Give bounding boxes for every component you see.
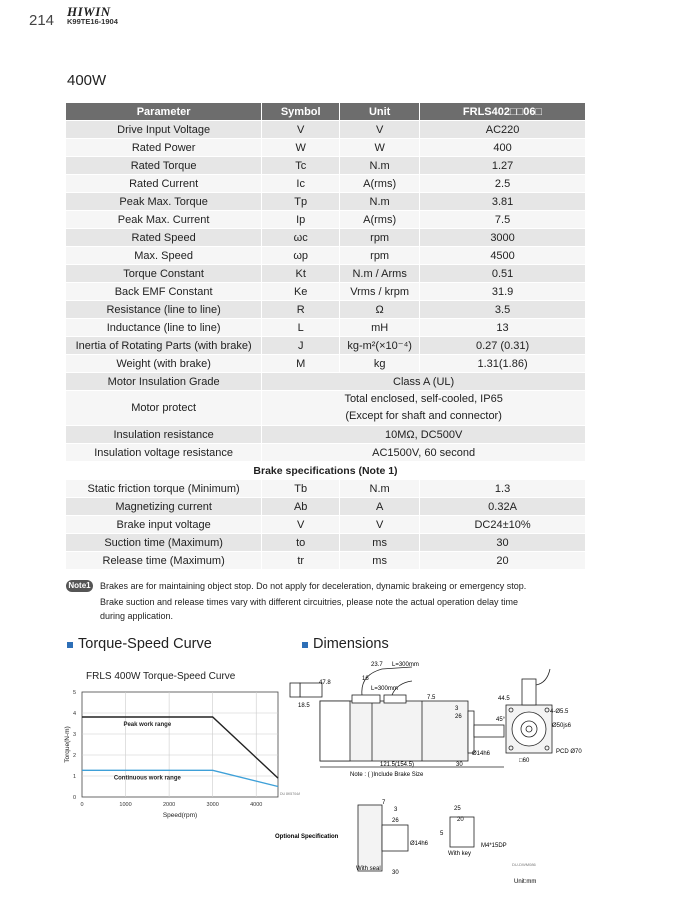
y-tick-label: 2 [72,753,76,759]
dim-label: 3 [455,706,459,712]
cell-param: Peak Max. Current [66,211,262,229]
cell-param: Inductance (line to line) [66,319,262,337]
cell-symbol: J [262,337,340,355]
cell-symbol: ωc [262,229,340,247]
cell-value-line: (Except for shaft and connector) [345,410,502,422]
bullet-square-icon [67,642,73,648]
table-row [66,444,586,462]
cell-value: 2.5 [420,175,586,193]
series-label: Peak work range [123,721,172,728]
cell-value [262,391,586,426]
table-row [66,301,586,319]
dim-label: Ø14h6 [410,841,429,847]
cell-unit: A [340,498,420,516]
cell-param: Inertia of Rotating Parts (with brake) [66,337,262,355]
cell-param: Static friction torque (Minimum) [66,480,262,498]
table-row [66,516,586,534]
cell-unit: ms [340,552,420,570]
cell-symbol: M [262,355,340,373]
note-line: Brakes are for maintaining object stop. Do not apply for deceleration, dynamic brakeing or emergency stop. [100,581,527,591]
cell-param: Resistance (line to line) [66,301,262,319]
optional-seal-view [358,805,408,871]
cell-param: Max. Speed [66,247,262,265]
cell-value: 10MΩ, DC500V [262,426,586,444]
cell-unit: N.m [340,157,420,175]
cell-value: 13 [420,319,586,337]
note-badge: Note1 [66,580,93,592]
cell-param: Weight (with brake) [66,355,262,373]
cell-value: 1.3 [420,480,586,498]
torque-speed-chart [60,662,300,827]
cell-value: 1.31(1.86) [420,355,586,373]
cell-symbol: to [262,534,340,552]
dim-label: □60 [519,758,530,764]
cell-unit: Ω [340,301,420,319]
y-tick-label: 4 [72,711,76,717]
chart-annotation: DU 8K5704A [280,792,300,796]
cell-symbol: V [262,121,340,139]
cell-param: Magnetizing current [66,498,262,516]
cell-unit: W [340,139,420,157]
cell-value: 0.51 [420,265,586,283]
dim-label: L=300mm [392,662,419,668]
section-title: 400W [67,72,107,89]
cell-param: Peak Max. Torque [66,193,262,211]
y-tick-label: 5 [72,690,76,696]
table-header-row [66,103,586,121]
table-row [66,139,586,157]
chart-title: FRLS 400W Torque-Speed Curve [86,671,236,682]
cell-unit: rpm [340,247,420,265]
table-row [66,121,586,139]
cell-value: DC24±10% [420,516,586,534]
x-tick-label: 4000 [250,802,263,808]
cell-value: AC1500V, 60 second [262,444,586,462]
table-row [66,175,586,193]
cell-unit: V [340,121,420,139]
cell-value: 3.5 [420,301,586,319]
x-tick-label: 3000 [206,802,219,808]
cell-param: Back EMF Constant [66,283,262,301]
cell-symbol: L [262,319,340,337]
cell-value: 7.5 [420,211,586,229]
table-row [66,426,586,444]
cell-unit: N.m / Arms [340,265,420,283]
cell-value: 400 [420,139,586,157]
dim-label: 16 [362,676,369,682]
cell-unit: N.m [340,480,420,498]
cell-value: 20 [420,552,586,570]
cell-param: Rated Power [66,139,262,157]
dim-label: M4*15DP [481,843,507,849]
cell-param: Motor Insulation Grade [66,373,262,391]
cell-symbol: Ab [262,498,340,516]
note-include-brake: Note : ( )Include Brake Size [350,772,424,778]
cell-symbol: Kt [262,265,340,283]
dimensions-heading: Dimensions [313,636,389,652]
unit-label: Unit:mm [514,879,537,885]
cell-param: Insulation resistance [66,426,262,444]
y-tick-label: 3 [72,732,76,738]
dim-label: 20 [457,817,464,823]
cell-unit: A(rms) [340,175,420,193]
cell-param: Rated Torque [66,157,262,175]
cell-param: Insulation voltage resistance [66,444,262,462]
cell-value-line: Total enclosed, self-cooled, IP65 [344,393,503,405]
cell-param: Rated Current [66,175,262,193]
cell-param: Motor protect [66,391,262,426]
dim-label: 44.5 [498,696,510,702]
brand-logo: HIWIN [67,4,111,19]
torque-speed-heading: Torque-Speed Curve [78,636,212,652]
brake-heading-row [66,462,586,480]
col-header-parameter: Parameter [66,103,262,121]
drawing-code: DU-DWM086 [512,862,536,867]
table-row [66,534,586,552]
y-tick-label: 0 [72,795,76,801]
cell-param: Suction time (Maximum) [66,534,262,552]
cell-symbol: ωp [262,247,340,265]
cell-value: AC220 [420,121,586,139]
table-row [66,355,586,373]
brake-heading: Brake specifications (Note 1) [66,462,586,480]
table-row [66,265,586,283]
dim-label: 3 [394,807,398,813]
table-row [66,247,586,265]
dim-label: 23.7 [371,662,383,668]
cell-unit: kg [340,355,420,373]
table-row [66,157,586,175]
cell-param: Torque Constant [66,265,262,283]
cell-param: Rated Speed [66,229,262,247]
table-row [66,391,586,426]
cell-unit: rpm [340,229,420,247]
dim-label: 30 [392,870,399,876]
table-row [66,552,586,570]
cell-value: 0.32A [420,498,586,516]
table-row [66,373,586,391]
col-header-symbol: Symbol [262,103,340,121]
dim-label: 26 [455,714,462,720]
cell-unit: Vrms / krpm [340,283,420,301]
note-line: during application. [100,611,174,621]
dim-label: Ø14h6 [472,751,491,757]
dim-label: With key [448,851,472,857]
cell-value: 3000 [420,229,586,247]
table-row [66,193,586,211]
series-label: Continuous work range [113,775,181,782]
cell-symbol: Ke [262,283,340,301]
x-tick-label: 2000 [162,802,176,808]
dim-label: L=300mm [371,686,398,692]
dim-label: 121.5(154.5) [380,762,415,768]
table-row [66,211,586,229]
table-row [66,283,586,301]
cell-value: 31.9 [420,283,586,301]
note-line: Brake suction and release times vary with different circuitries, please note the actual operation delay time [100,597,519,607]
cell-unit: ms [340,534,420,552]
cell-value: Class A (UL) [262,373,586,391]
cell-symbol: R [262,301,340,319]
y-tick-label: 1 [72,774,76,780]
dim-label: PCD Ø70 [556,749,582,755]
col-header-model: FRLS402□□06□ [420,103,586,121]
dim-label: 18.5 [298,703,310,709]
cell-param: Drive Input Voltage [66,121,262,139]
dim-label: Ø50js6 [552,723,572,729]
document-code: K99TE16-1904 [67,17,118,26]
cell-unit: N.m [340,193,420,211]
table-row [66,319,586,337]
cell-unit: A(rms) [340,211,420,229]
cell-unit: kg-m²(×10⁻⁴) [340,337,420,355]
cell-symbol: W [262,139,340,157]
x-tick-label: 0 [80,802,84,808]
col-header-unit: Unit [340,103,420,121]
dim-label: 45° [496,717,506,723]
motor-front-view [506,669,552,753]
cell-symbol: Ip [262,211,340,229]
cell-symbol: Tc [262,157,340,175]
dim-label: 30 [456,762,463,768]
cell-param: Release time (Maximum) [66,552,262,570]
cell-symbol: tr [262,552,340,570]
dim-label: 7 [382,800,386,806]
dim-label: 47.8 [319,680,331,686]
cell-symbol: V [262,516,340,534]
dim-label: 4-Ø5.5 [550,709,569,715]
cell-value: 30 [420,534,586,552]
table-row [66,337,586,355]
page-number: 214 [29,12,55,29]
dim-label: 26 [392,818,399,824]
cell-value: 0.27 (0.31) [420,337,586,355]
dim-label: 7.5 [427,695,436,701]
cell-value: 3.81 [420,193,586,211]
cell-param: Brake input voltage [66,516,262,534]
cell-value: 4500 [420,247,586,265]
cell-symbol: Tb [262,480,340,498]
cell-value: 1.27 [420,157,586,175]
cell-symbol: Tp [262,193,340,211]
table-row [66,480,586,498]
cell-symbol: Ic [262,175,340,193]
y-axis-label: Torque(N-m) [64,726,71,763]
dim-label: 25 [454,806,461,812]
x-tick-label: 1000 [119,802,132,808]
cell-unit: mH [340,319,420,337]
bullet-square-icon [302,642,308,648]
optional-spec-title: Optional Specification [275,834,339,840]
dim-label: With seal [356,866,381,872]
dimension-drawing [272,655,592,890]
table-row [66,229,586,247]
spec-table [66,103,586,569]
cell-unit: V [340,516,420,534]
dim-label: 5 [440,831,444,837]
table-row [66,498,586,516]
x-axis-label: Speed(rpm) [162,812,198,819]
